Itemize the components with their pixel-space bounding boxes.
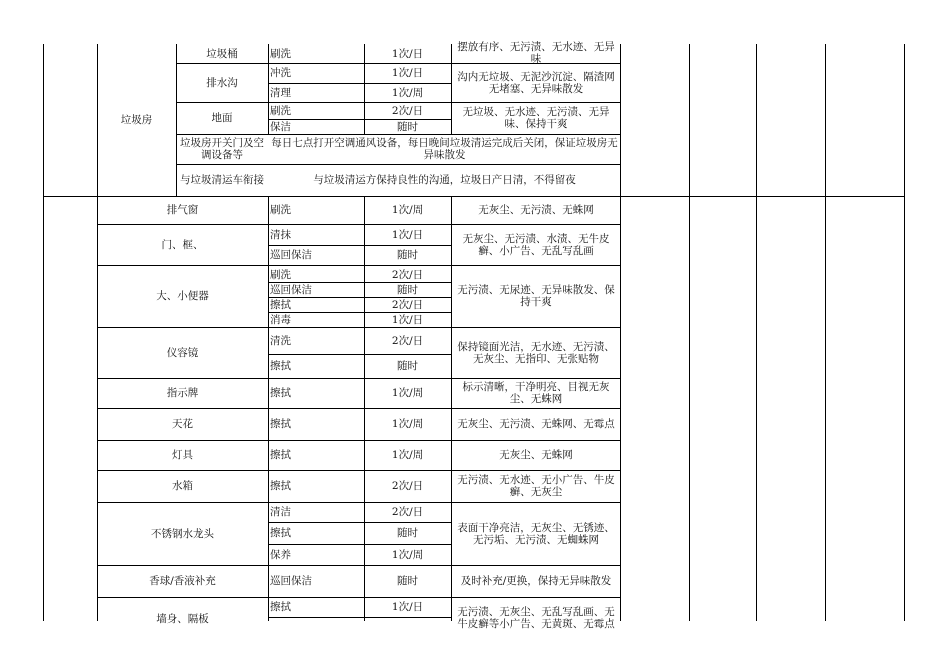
frequency-cell: 随时 xyxy=(397,575,418,587)
task-cell: 清洗 xyxy=(270,334,291,347)
item-name: 指示牌 xyxy=(166,387,199,399)
task-cell: 保养 xyxy=(270,548,291,561)
task-cell: 巡回保洁 xyxy=(270,575,312,587)
item-name: 天花 xyxy=(172,418,193,430)
grid-line xyxy=(689,44,690,621)
frequency-cell: 2次/日 xyxy=(391,268,424,281)
task-cell: 擦拭 xyxy=(270,360,291,372)
item-name: 灯具 xyxy=(172,449,193,461)
standard-cell: 无灰尘、无污渍、水渍、无牛皮癣、小广告、无乱写乱画 xyxy=(462,232,610,257)
task-cell: 刷洗 xyxy=(270,268,291,281)
grid-line xyxy=(620,44,621,621)
item-name: 不锈钢水龙头 xyxy=(151,527,214,540)
item-name: 垃圾桶 xyxy=(206,47,238,60)
frequency-cell: 2次/日 xyxy=(391,105,424,117)
frequency-cell: 随时 xyxy=(397,120,418,133)
standard-cell: 无灰尘、无污渍、无蛛网 xyxy=(478,204,594,216)
grid-line xyxy=(43,44,44,621)
item-name: 与垃圾清运车衔接 xyxy=(180,174,264,186)
task-cell: 擦拭 xyxy=(270,449,291,461)
item-name: 排水沟 xyxy=(206,76,238,89)
frequency-cell: 1次/日 xyxy=(391,47,424,60)
frequency-cell: 1次/周 xyxy=(391,418,424,430)
frequency-cell: 1次/周 xyxy=(391,204,424,216)
standard-cell: 保持镜面光洁，无水迹、无污渍、无灰尘、无指印、无张贴物 xyxy=(457,340,615,365)
task-cell: 清洁 xyxy=(270,506,291,518)
grid-line xyxy=(904,44,905,621)
item-name: 水箱 xyxy=(172,480,193,492)
task-cell: 清理 xyxy=(270,86,291,99)
task-cell: 擦拭 xyxy=(270,298,291,311)
standard-cell: 及时补充/更换，保持无异味散发 xyxy=(460,575,612,587)
item-name: 大、小便器 xyxy=(156,290,209,302)
frequency-cell: 1次/周 xyxy=(391,548,424,561)
frequency-cell: 1次/日 xyxy=(391,67,424,79)
frequency-cell: 2次/日 xyxy=(391,506,424,518)
standard-cell: 无灰尘、无污渍、无蛛网、无霉点 xyxy=(457,418,615,430)
task-cell: 保洁 xyxy=(270,120,291,133)
frequency-cell: 1次/周 xyxy=(391,387,424,399)
frequency-cell: 1次/周 xyxy=(391,449,424,461)
grid-line xyxy=(268,617,451,618)
frequency-cell: 随时 xyxy=(397,527,418,539)
grid-line xyxy=(825,44,826,621)
frequency-cell: 1次/日 xyxy=(391,601,424,613)
standard-cell: 无污渍、无水迹、无小广告、牛皮癣、无灰尘 xyxy=(457,474,615,498)
task-cell: 擦拭 xyxy=(270,418,291,430)
task-cell: 刷洗 xyxy=(270,47,291,60)
standard-cell: 无垃圾、无水迹、无污渍、无异味、保持干爽 xyxy=(462,106,610,130)
task-cell: 刷洗 xyxy=(270,105,291,117)
frequency-cell: 1次/周 xyxy=(391,86,424,99)
standard-cell: 标示清晰，干净明亮、目视无灰尘、无蛛网 xyxy=(462,381,610,405)
grid-line xyxy=(451,44,452,134)
area-label: 垃圾房 xyxy=(120,114,153,126)
task-cell: 擦拭 xyxy=(270,480,291,492)
task-cell: 消毒 xyxy=(270,313,291,326)
item-name: 墙身、隔板 xyxy=(156,613,209,625)
note-cell: 每日七点打开空调通风设备，每日晚间垃圾清运完成后关闭，保证垃圾房无异味散发 xyxy=(271,137,618,161)
frequency-cell: 随时 xyxy=(397,249,418,261)
item-name: 垃圾房开关门及空调设备等 xyxy=(180,137,264,161)
task-cell: 擦拭 xyxy=(270,527,291,539)
task-cell: 刷洗 xyxy=(270,204,291,216)
frequency-cell: 随时 xyxy=(397,360,418,372)
task-cell: 巡回保洁 xyxy=(270,249,312,261)
standard-cell: 沟内无垃圾、无泥沙沉淀、隔渣网无堵塞、无异味散发 xyxy=(457,70,615,95)
standard-cell: 无灰尘、无蛛网 xyxy=(499,449,573,461)
item-name: 香球/香液补充 xyxy=(149,575,216,587)
item-name: 门、框、 xyxy=(161,238,204,251)
note-cell: 与垃圾清运方保持良性的沟通，垃圾日产日清，不得留夜 xyxy=(313,174,576,186)
task-cell: 擦拭 xyxy=(270,387,291,399)
task-cell: 巡回保洁 xyxy=(270,283,312,296)
frequency-cell: 2次/日 xyxy=(391,334,424,347)
standard-cell: 无污渍、无灰尘、无乱写乱画、无牛皮癣等小广告、无黄斑、无霉点 xyxy=(457,606,615,630)
frequency-cell: 2次/日 xyxy=(391,298,424,311)
task-cell: 擦拭 xyxy=(270,601,291,613)
task-cell: 冲洗 xyxy=(270,67,291,79)
item-name: 仪容镜 xyxy=(166,346,199,359)
item-name: 地面 xyxy=(211,112,233,124)
standard-cell: 摆放有序、无污渍、无水迹、无异味 xyxy=(457,41,615,65)
standard-cell: 表面干净亮洁，无灰尘、无锈迹、无污垢、无污渍、无蜘蛛网 xyxy=(457,521,615,546)
frequency-cell: 1次/日 xyxy=(391,228,424,241)
item-name: 排气窗 xyxy=(166,204,199,216)
standard-cell: 无污渍、无尿迹、无异味散发、保持干爽 xyxy=(457,284,615,308)
frequency-cell: 随时 xyxy=(397,283,418,296)
task-cell: 清抹 xyxy=(270,228,291,241)
grid-line xyxy=(756,44,757,621)
frequency-cell: 1次/日 xyxy=(391,313,424,326)
frequency-cell: 2次/日 xyxy=(391,480,424,492)
